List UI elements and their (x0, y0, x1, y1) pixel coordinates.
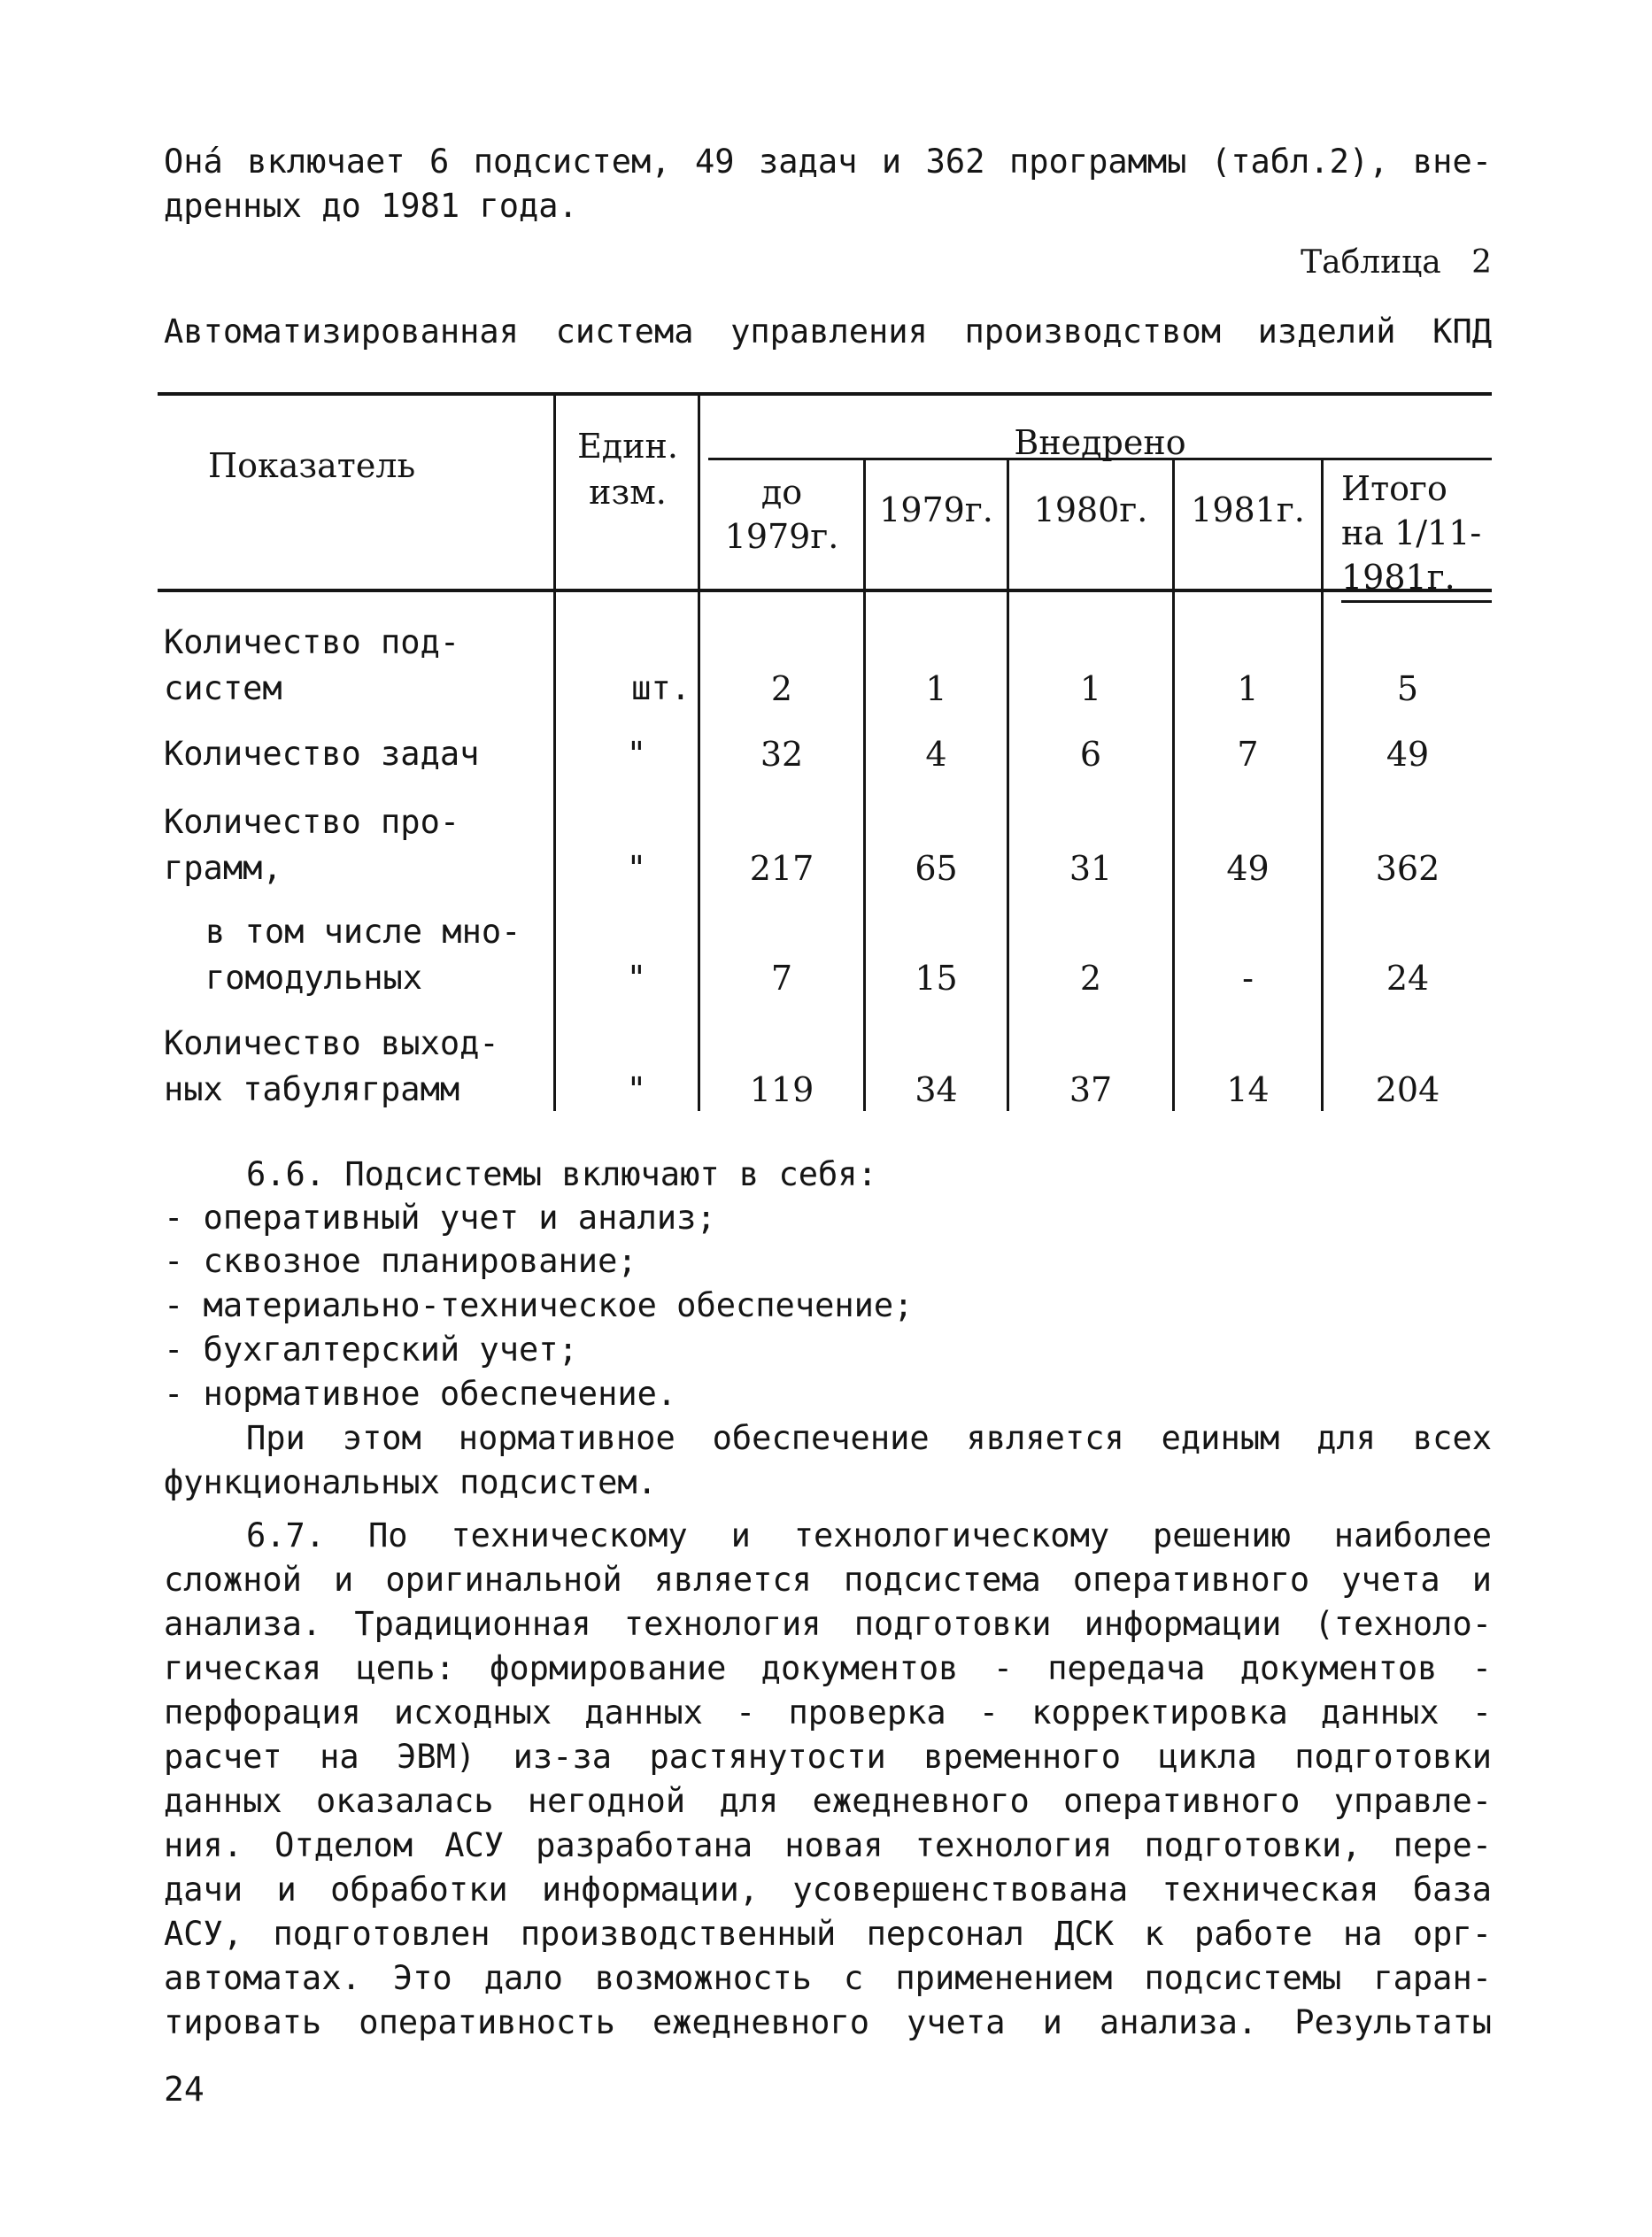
row1-before: 2 (770, 669, 793, 708)
paragraph-line: расчет на ЭВМ) из-за растянутости временного цикла подготовки (164, 1738, 1492, 1776)
intro-line-2: дренных до 1981 года. (164, 187, 578, 225)
col-divider-1980 (1007, 459, 1009, 1111)
header-1981: 1981г. (1191, 490, 1305, 529)
header-1979: 1979г. (879, 490, 993, 529)
paragraph-line: АСУ, подготовлен производственный персонал ДСК к работе на орг- (164, 1915, 1492, 1953)
section-66-heading: 6.6. Подсистемы включают в себя: (246, 1155, 877, 1193)
paragraph-line: перфорация исходных данных - проверка - корректировка данных - (164, 1693, 1492, 1732)
page-number: 24 (164, 2070, 205, 2109)
row1-unit: шт. (631, 669, 691, 707)
col-divider-total (1321, 459, 1324, 1111)
header-before-line2: 1979г. (724, 517, 839, 556)
row1-total: 5 (1396, 669, 1419, 708)
row3-unit: " (626, 849, 646, 887)
row1-1981: 1 (1237, 669, 1259, 708)
col-divider-1981 (1172, 459, 1175, 1111)
header-total-line3: 1981г. (1341, 554, 1492, 603)
header-bottom-rule (158, 589, 1492, 592)
header-total-line2: на 1/11- (1341, 513, 1482, 552)
row5-1979: 34 (915, 1070, 958, 1109)
row3-total: 362 (1375, 849, 1440, 888)
row2-total: 49 (1386, 735, 1430, 774)
list-item: - сквозное планирование; (164, 1242, 637, 1280)
row2-1980: 6 (1079, 735, 1102, 774)
row2-label-line1: Количество задач (164, 735, 480, 773)
row2-before: 32 (760, 735, 804, 774)
row5-label-line1: Количество выход- (164, 1024, 499, 1062)
header-unit-line1: Един. (577, 427, 678, 466)
header-total-line1: Итого (1341, 469, 1447, 508)
row5-1981: 14 (1226, 1070, 1270, 1109)
row4-label-line1: в том числе мно- (205, 913, 521, 951)
paragraph-line: дачи и обработки информации, усовершенствована техническая база (164, 1871, 1492, 1909)
intro-line-1: Онá включает 6 подсистем, 49 задач и 362 программы (табл.2), вне- (164, 143, 1492, 181)
row1-label-line2: систем (164, 669, 282, 707)
row3-before: 217 (749, 849, 814, 888)
note-line-2: функциональных подсистем. (164, 1463, 657, 1501)
row4-1979: 15 (915, 959, 958, 998)
paragraph-line: тировать оперативность ежедневного учета и анализа. Результаты (164, 2003, 1492, 2041)
list-item: - материально-техническое обеспечение; (164, 1286, 914, 1324)
paragraph-line: гическая цепь: формирование документов - передача документов - (164, 1649, 1492, 1687)
row5-unit: " (626, 1070, 646, 1108)
paragraph-line: сложной и оригинальной является подсистема оперативного учета и (164, 1561, 1492, 1599)
row3-1980: 31 (1069, 849, 1113, 888)
paragraph-line: данных оказалась негодной для ежедневного оперативного управле- (164, 1782, 1492, 1820)
header-implemented: Внедрено (1014, 423, 1186, 462)
header-1980: 1980г. (1033, 490, 1148, 529)
row5-1980: 37 (1069, 1070, 1113, 1109)
row3-1979: 65 (915, 849, 958, 888)
col-divider-1979 (863, 459, 866, 1111)
row4-total: 24 (1386, 959, 1430, 998)
row2-1981: 7 (1237, 735, 1259, 774)
row4-before: 7 (770, 959, 793, 998)
row4-1980: 2 (1079, 959, 1102, 998)
row1-label-line1: Количество под- (164, 623, 460, 661)
row5-before: 119 (749, 1070, 814, 1109)
row4-1981: - (1242, 959, 1254, 998)
table-top-rule (158, 392, 1492, 396)
row4-unit: " (626, 959, 646, 997)
row1-1980: 1 (1079, 669, 1102, 708)
paragraph-line: ния. Отделом АСУ разработана новая технология подготовки, пере- (164, 1826, 1492, 1864)
table-title: Автоматизированная система управления производством изделий КПД (164, 312, 1492, 351)
row3-label-line1: Количество про- (164, 803, 460, 841)
paragraph-line: анализа. Традиционная технология подготовки информации (техноло- (164, 1605, 1492, 1643)
note-line-1: При этом нормативное обеспечение является единым для всех (246, 1419, 1492, 1457)
paragraph-line: автоматах. Это дало возможность с применением подсистемы гаран- (164, 1959, 1492, 1997)
header-before-line1: до (760, 473, 803, 512)
paragraph-line: 6.7. По техническому и технологическому решению наиболее (246, 1516, 1492, 1554)
row5-total: 204 (1375, 1070, 1440, 1109)
row2-unit: " (626, 735, 646, 773)
row1-1979: 1 (925, 669, 947, 708)
row3-1981: 49 (1226, 849, 1270, 888)
row4-label-line2: гомодульных (205, 959, 423, 997)
col-divider-unit (553, 392, 556, 1111)
row5-label-line2: ных табуляграмм (164, 1070, 460, 1108)
list-item: - бухгалтерский учет; (164, 1331, 578, 1369)
row2-1979: 4 (925, 735, 947, 774)
list-item: - нормативное обеспечение. (164, 1375, 677, 1413)
list-item: - оперативный учет и анализ; (164, 1199, 716, 1237)
row3-label-line2: грамм, (164, 849, 282, 887)
table-label: Таблица 2 (1301, 244, 1492, 281)
header-indicator: Показатель (208, 446, 416, 485)
header-unit-line2: изм. (589, 473, 667, 512)
